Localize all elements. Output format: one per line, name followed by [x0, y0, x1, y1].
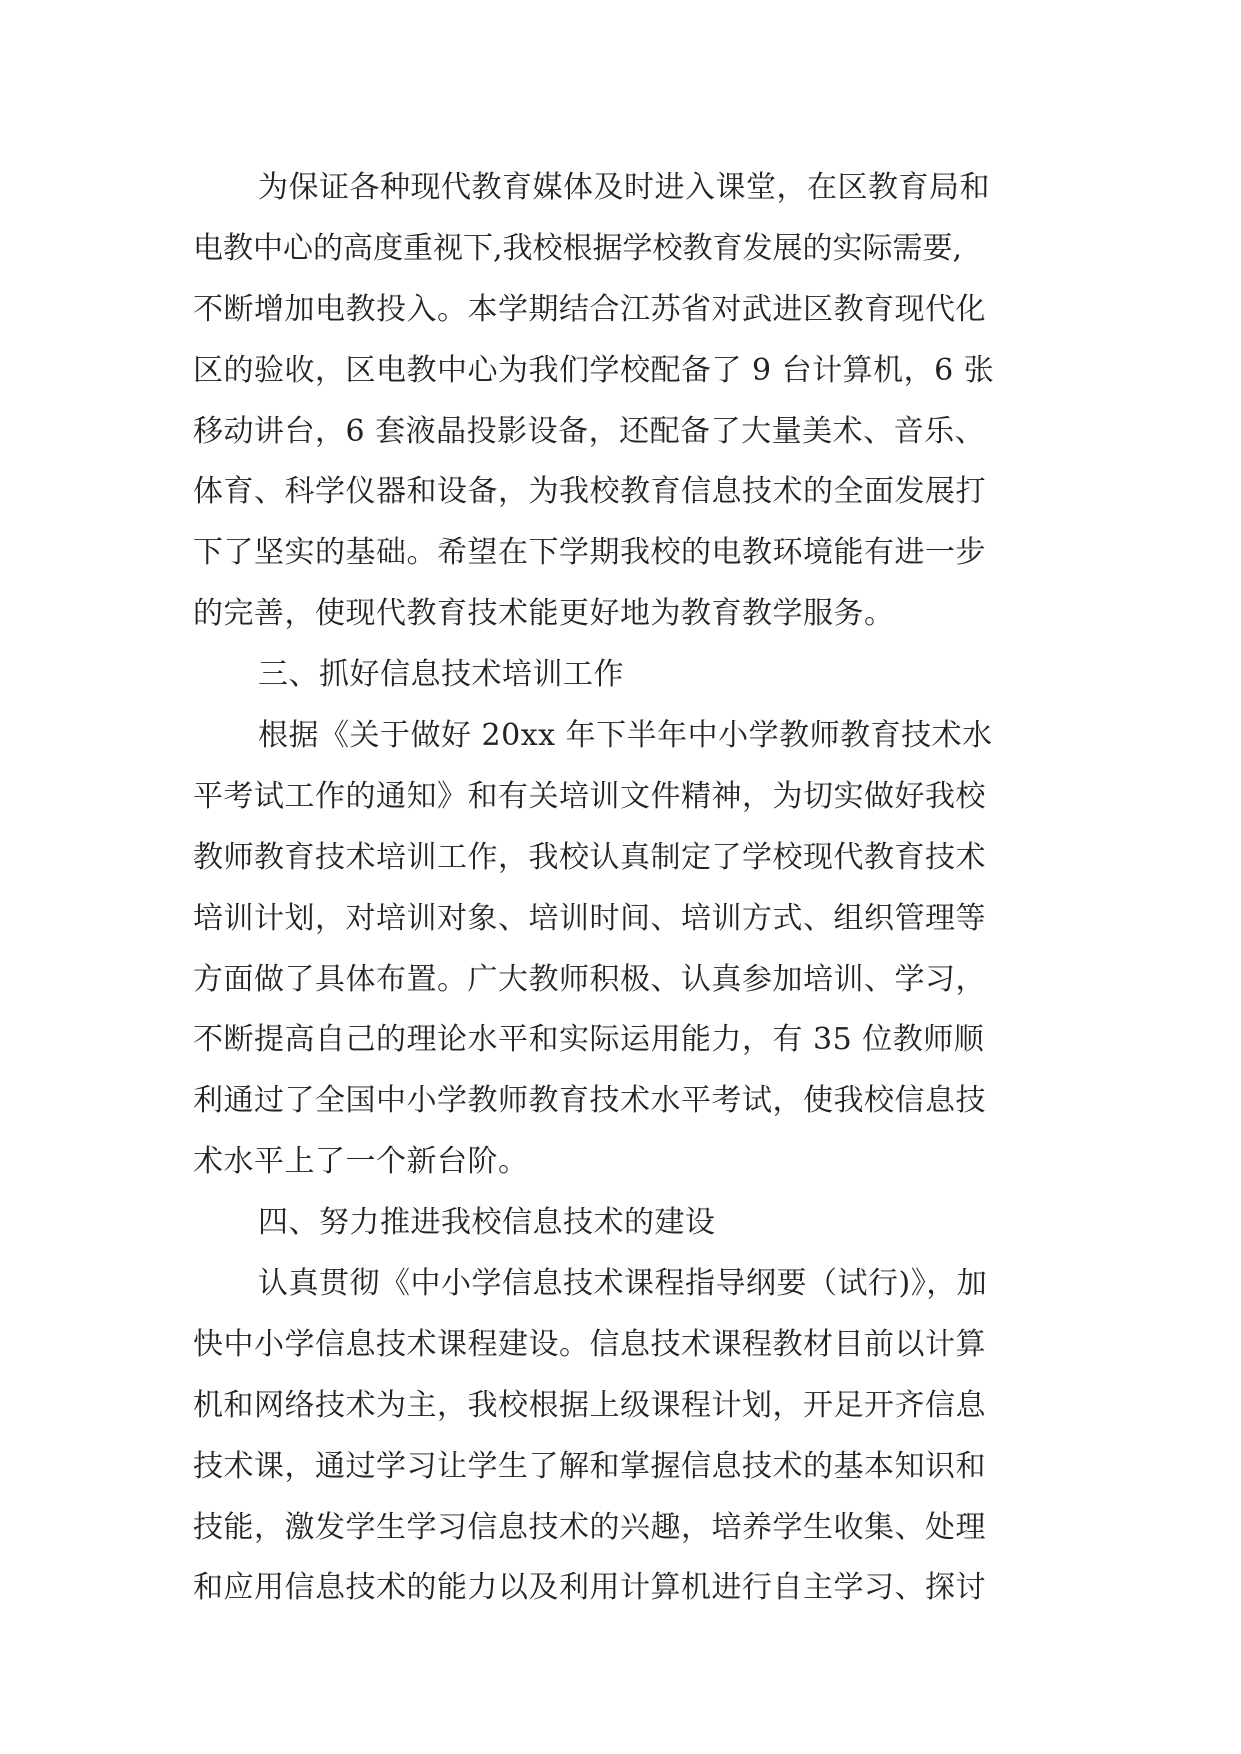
- paragraph-line: 不断提高自己的理论水平和实际运用能力，有 35 位教师顺: [193, 1022, 985, 1058]
- paragraph-line: 技能，激发学生学习信息技术的兴趣，培养学生收集、处理: [193, 1509, 986, 1545]
- paragraph-line: 体育、科学仪器和设备，为我校教育信息技术的全面发展打: [193, 474, 986, 510]
- paragraph-line: 和应用信息技术的能力以及利用计算机进行自主学习、探讨: [193, 1570, 986, 1606]
- paragraph-line: 教师教育技术培训工作，我校认真制定了学校现代教育技术: [193, 839, 986, 875]
- paragraph-line: 术水平上了一个新台阶。: [193, 1144, 529, 1180]
- paragraph-line: 根据《关于做好 20xx 年下半年中小学教师教育技术水: [258, 718, 993, 754]
- paragraph-line: 利通过了全国中小学教师教育技术水平考试，使我校信息技: [193, 1083, 986, 1119]
- paragraph-line: 快中小学信息技术课程建设。信息技术课程教材目前以计算: [193, 1326, 986, 1362]
- paragraph-line: 培训计划，对培训对象、培训时间、培训方式、组织管理等: [193, 900, 986, 936]
- paragraph-line: 技术课，通过学习让学生了解和掌握信息技术的基本知识和: [193, 1448, 986, 1484]
- section-heading: 三、抓好信息技术培训工作: [258, 657, 624, 693]
- paragraph-line: 机和网络技术为主，我校根据上级课程计划，开足开齐信息: [193, 1387, 986, 1423]
- paragraph-line: 认真贯彻《中小学信息技术课程指导纲要（试行)》，加: [258, 1266, 988, 1302]
- paragraph-line: 下了坚实的基础。希望在下学期我校的电教环境能有进一步: [193, 535, 986, 571]
- paragraph-line: 为保证各种现代教育媒体及时进入课堂，在区教育局和: [258, 170, 990, 205]
- paragraph-line: 平考试工作的通知》和有关培训文件精神，为切实做好我校: [193, 778, 986, 814]
- body-text: [193, 158, 1093, 1619]
- paragraph-line: 方面做了具体布置。广大教师积极、认真参加培训、学习，: [193, 961, 986, 997]
- paragraph-line: 的完善，使现代教育技术能更好地为教育教学服务。: [193, 596, 895, 632]
- paragraph-line: 电教中心的高度重视下,我校根据学校教育发展的实际需要,: [193, 230, 963, 266]
- paragraph-line: 不断增加电教投入。本学期结合江苏省对武进区教育现代化: [193, 291, 986, 327]
- paragraph-line: 区的验收，区电教中心为我们学校配备了 9 台计算机，6 张: [193, 352, 995, 388]
- section-heading: 四、努力推进我校信息技术的建设: [258, 1205, 716, 1241]
- paragraph-line: 移动讲台，6 套液晶投影设备，还配备了大量美术、音乐、: [193, 413, 986, 449]
